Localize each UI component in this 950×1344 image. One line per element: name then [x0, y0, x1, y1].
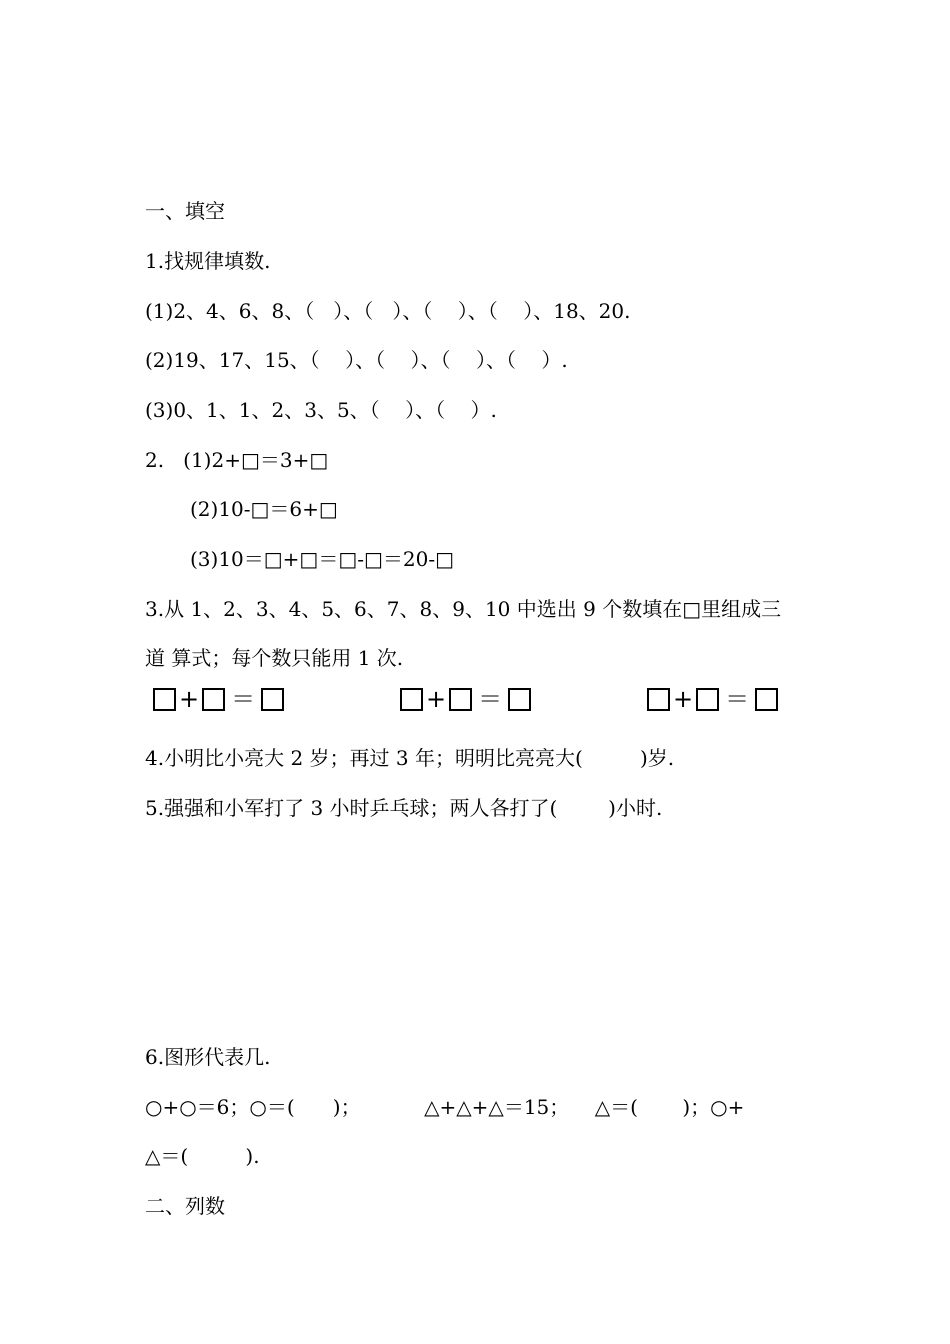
equals-sign: ＝ — [725, 685, 750, 713]
equation-3 — [647, 681, 778, 717]
question-4: 4.小明比小亮大 2 岁；再过 3 年；明明比亮亮大( )岁. — [145, 746, 675, 770]
section-2-title: 二、列数 — [145, 1194, 225, 1218]
question-6-line-1: ○+○＝6；○＝( )； △+△+△＝15； △＝( )；○+ — [145, 1095, 745, 1119]
section-1-title: 一、填空 — [145, 199, 225, 223]
answer-box[interactable] — [647, 688, 670, 711]
question-2-part-1: 2. (1)2+□＝3+□ — [145, 448, 329, 472]
question-1-title: 1.找规律填数. — [145, 249, 271, 273]
plus-sign: + — [673, 685, 694, 713]
question-2-part-2: (2)10-□＝6+□ — [190, 497, 338, 521]
equals-sign: ＝ — [478, 685, 503, 713]
plus-sign: + — [426, 685, 447, 713]
question-3-text-line-2: 道 算式；每个数只能用 1 次. — [145, 646, 404, 670]
plus-sign: + — [179, 685, 200, 713]
equation-2 — [400, 681, 531, 717]
question-3-equations — [150, 681, 850, 717]
question-1-part-1: (1)2、4、6、8、（ ）、（ ）、（ ）、（ ）、18、20. — [145, 299, 631, 323]
question-6-title: 6.图形代表几. — [145, 1045, 271, 1069]
answer-box[interactable] — [449, 688, 472, 711]
equals-sign: ＝ — [231, 685, 256, 713]
question-3-text-line-1: 3.从 1、2、3、4、5、6、7、8、9、10 中选出 9 个数填在□里组成三 — [145, 597, 782, 621]
equation-1 — [153, 681, 284, 717]
answer-box[interactable] — [261, 688, 284, 711]
question-1-part-2: (2)19、17、15、（ ）、（ ）、（ ）、（ ）. — [145, 348, 568, 372]
answer-box[interactable] — [153, 688, 176, 711]
question-1-part-3: (3)0、1、1、2、3、5、（ ）、（ ）. — [145, 398, 497, 422]
answer-box[interactable] — [696, 688, 719, 711]
answer-box[interactable] — [202, 688, 225, 711]
question-6-line-2: △＝( ). — [145, 1144, 260, 1168]
answer-box[interactable] — [400, 688, 423, 711]
answer-box[interactable] — [508, 688, 531, 711]
question-5: 5.强强和小军打了 3 小时乒乓球；两人各打了( )小时. — [145, 796, 663, 820]
question-2-part-3: (3)10＝□+□＝□-□＝20-□ — [190, 547, 454, 571]
answer-box[interactable] — [755, 688, 778, 711]
